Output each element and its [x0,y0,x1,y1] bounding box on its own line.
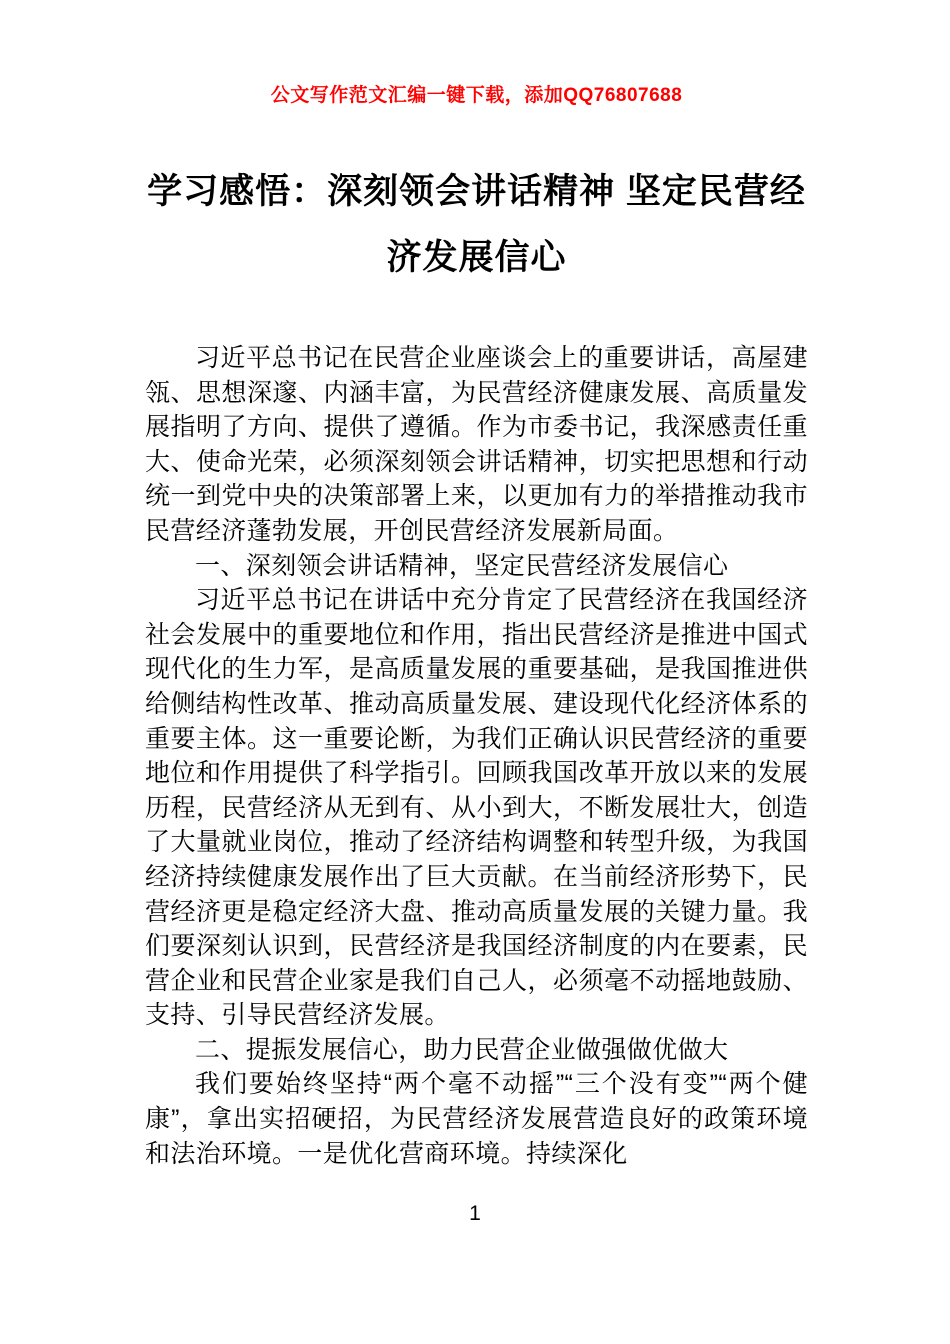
section-heading-1: 一、深刻领会讲话精神，坚定民营经济发展信心 [195,551,729,580]
header-notice: 公文写作范文汇编一键下载，添加QQ76807688 [270,85,683,106]
title-line-1: 学习感悟：深刻领会讲话精神 坚定民营经 [147,172,806,211]
title-line-2: 济发展信心 [386,238,567,277]
page-number: 1 [469,1202,481,1225]
body-paragraph-2: 习近平总书记在讲话中充分肯定了民营经济在我国经济社会发展中的重要地位和作用，指出民营经济是推进中国式现代化的生力军，是高质量发展的重要基础，是我国推进供给侧结构性改革、推动高质量发展、建设现代化经济体系的重要主体。这一重要论断，为我们正确认识民营经济的重要地位和作用提供了科学指引。回顾我国改革开放以来的发展历程，民营经济从无到有、从小到大，不断发展壮大，创造了大量就业岗位，推动了经济结构调整和转型升级，为我国经济持续健康发展作出了巨大贡献。在当前经济形势下，民营经济更是稳定经济大盘、推动高质量发展的关键力量。我们要深刻认识到，民营经济是我国经济制度的内在要素，民营企业和民营企业家是我们自己人，必须毫不动摇地鼓励、支持、引导民营经济发展。 [145,586,808,1030]
document-body [145,341,808,1171]
body-paragraph-1: 习近平总书记在民营企业座谈会上的重要讲话，高屋建瓴、思想深邃、内涵丰富，为民营经济健康发展、高质量发展指明了方向、提供了遵循。作为市委书记，我深感责任重大、使命光荣，必须深刻领会讲话精神，切实把思想和行动统一到党中央的决策部署上来，以更加有力的举措推动我市民营经济蓬勃发展，开创民营经济发展新局面。 [145,344,808,545]
section-heading-2: 二、提振发展信心，助力民营企业做强做优做大 [195,1035,729,1064]
body-paragraph-3: 我们要始终坚持“两个毫不动摇”“三个没有变”“两个健康”，拿出实招硬招，为民营经济发展营造良好的政策环境和法治环境。一是优化营商环境。持续深化 [145,1070,808,1168]
document-title [145,159,808,291]
